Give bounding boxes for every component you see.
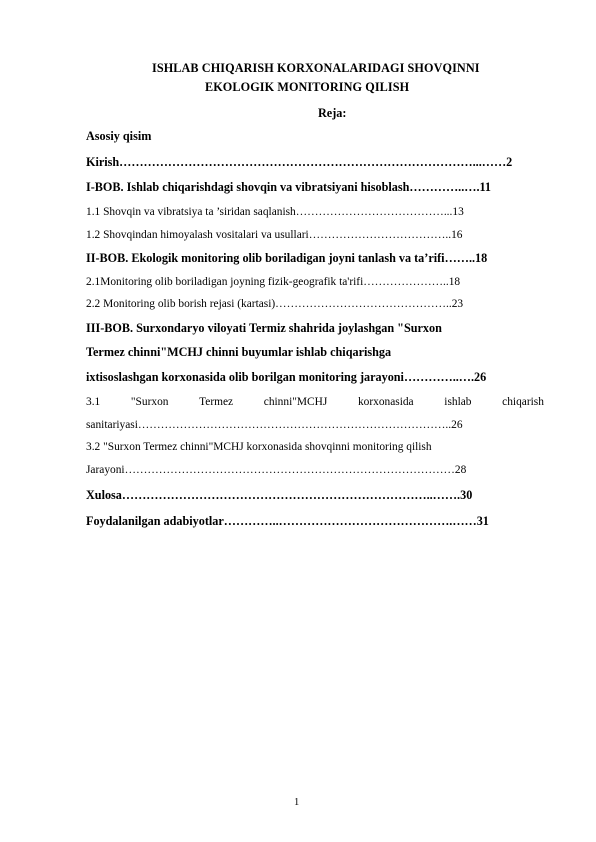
- plan-heading: Reja:: [318, 106, 347, 120]
- title-line-2: EKOLOGIK MONITORING QILISH: [205, 80, 410, 94]
- toc-conclusion: Xulosa…………………………………………………………………..…….30: [86, 488, 473, 502]
- toc-section-2-1: 2.1Monitoring olib boriladigan joyning fizik-geografik ta'rifi…………………..18: [86, 276, 461, 288]
- toc-section-3-2-line-2: Jarayoni……………………………………………………………………………28: [86, 464, 467, 476]
- toc-main-part: Asosiy qisim: [86, 129, 152, 143]
- toc-references: Foydalanilgan adabiyotlar…………..…………………………………….……31: [86, 514, 489, 528]
- toc-chapter-1: I-BOB. Ishlab chiqarishdagi shovqin va vibratsiyani hisoblash…………..….11: [86, 180, 492, 194]
- toc-section-1-2: 1.2 Shovqindan himoyalash vositalari va usullari………………………………..16: [86, 229, 463, 241]
- toc-word: "Surxon: [130, 396, 169, 408]
- toc-word: chinni"MCHJ: [263, 396, 328, 408]
- toc-section-2-2: 2.2 Monitoring olib borish rejasi (kartasi)………………………………………..23: [86, 298, 464, 310]
- title-line-1: ISHLAB CHIQARISH KORXONALARIDAGI SHOVQINNI: [152, 61, 480, 75]
- toc-section-3-2-line-1: 3.2 "Surxon Termez chinni"MCHJ korxonasida shovqinni monitoring qilish: [86, 441, 432, 453]
- toc-introduction: Kirish……………………………………………………………………………...……2: [86, 155, 513, 169]
- toc-word: Termez: [199, 396, 234, 408]
- toc-chapter-3-line-1: III-BOB. Surxondaryo viloyati Termiz shahrida joylashgan "Surxon: [86, 321, 442, 335]
- toc-chapter-2: II-BOB. Ekologik monitoring olib boriladigan joyni tanlash va ta’rifi……..18: [86, 251, 488, 265]
- toc-chapter-3-line-2: Termez chinni"MCHJ chinni buyumlar ishlab chiqarishga: [86, 345, 392, 359]
- toc-chapter-3-line-3: ixtisoslashgan korxonasida olib borilgan monitoring jarayoni…………..….26: [86, 370, 487, 384]
- page-number: 1: [294, 797, 300, 808]
- toc-word: 3.1: [86, 396, 101, 408]
- toc-section-3-1-line-2: sanitariyasi………………………………………………………………………..26: [86, 419, 463, 431]
- toc-section-3-1-line-1: [86, 396, 544, 408]
- toc-word: chiqarish: [502, 396, 544, 408]
- toc-word: ishlab: [444, 396, 472, 408]
- toc-word: korxonasida: [357, 396, 414, 408]
- toc-section-1-1: 1.1 Shovqin va vibratsiya ta ’siridan saqlanish…………………………………...13: [86, 206, 464, 218]
